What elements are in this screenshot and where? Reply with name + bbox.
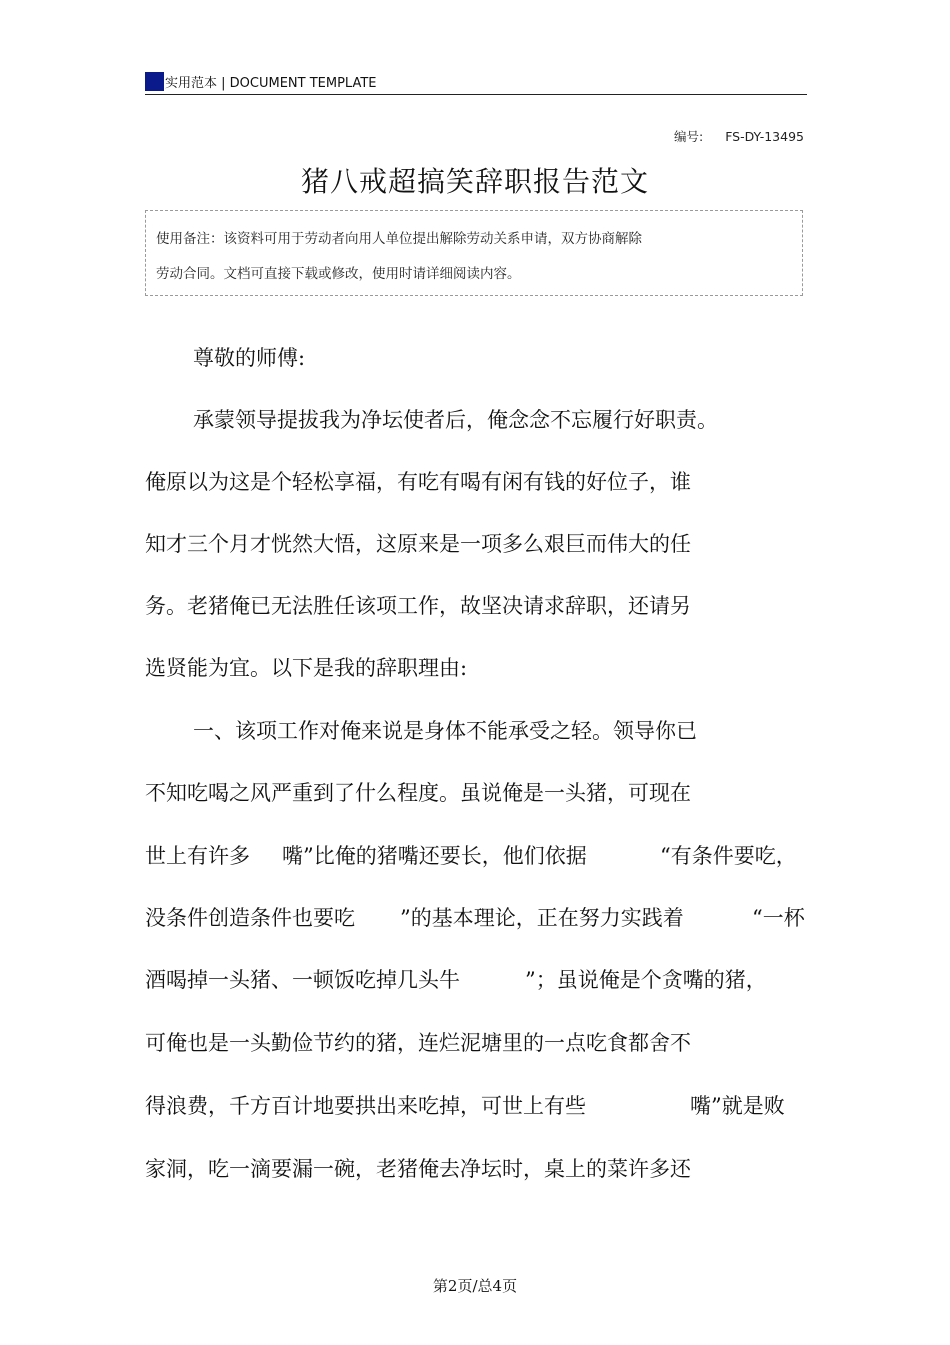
usage-note-box [145,210,803,296]
usage-note-line-2: 劳动合同。文档可直接下载或修改，使用时请详细阅读内容。 [156,266,521,282]
page-header [145,68,807,95]
template-logo-icon [145,72,164,91]
paragraph-line: 不知吃喝之风严重到了什么程度。虽说俺是一头猪，可现在 [145,781,691,805]
page-indicator: 第2页/总4页 [432,1277,518,1295]
document-number [674,127,804,145]
paragraph-line: 选贤能为宜。以下是我的辞职理由: [145,656,468,680]
text-segment: 嘴”就是败 [690,1094,785,1118]
document-number-label: 编号: [674,129,704,144]
text-segment: 世上有许多 [145,844,250,868]
text-segment: “有条件要吃， [660,844,797,868]
text-segment: “一杯 [752,906,805,930]
usage-note-line-1: 使用备注：该资料可用于劳动者向用人单位提出解除劳动关系申请，双方协商解除 [156,231,642,247]
text-segment: 酒喝掉一头猪、一顿饭吃掉几头牛 [145,968,460,992]
paragraph-line: 可俺也是一头勤俭节约的猪，连烂泥塘里的一点吃食都舍不 [145,1031,691,1055]
text-segment: ”；虽说俺是个贪嘴的猪， [525,968,767,992]
paragraph-line: 务。老猪俺已无法胜任该项工作，故坚决请求辞职，还请另 [145,594,691,618]
header-label: 实用范本 | DOCUMENT TEMPLATE [165,76,377,91]
text-segment: 嘴”比俺的猪嘴还要长，他们依据 [282,844,587,868]
document-number-value: FS-DY-13495 [725,129,804,144]
paragraph-line: 家洞，吃一滴要漏一碗，老猪俺去净坛时，桌上的菜许多还 [145,1157,691,1181]
salutation: 尊敬的师傅: [193,346,306,370]
text-segment: ”的基本理论，正在努力实践着 [400,906,684,930]
paragraph-line: 一、该项工作对俺来说是身体不能承受之轻。领导你已 [193,719,697,743]
paragraph-line: 知才三个月才恍然大悟，这原来是一项多么艰巨而伟大的任 [145,532,691,556]
paragraph-line: 承蒙领导提拔我为净坛使者后，俺念念不忘履行好职责。 [193,408,718,432]
text-segment: 得浪费，千方百计地要拱出来吃掉，可世上有些 [145,1094,586,1118]
paragraph-line: 俺原以为这是个轻松享福，有吃有喝有闲有钱的好位子，谁 [145,470,691,494]
document-title: 猪八戒超搞笑辞职报告范文 [300,165,649,198]
text-segment: 没条件创造条件也要吃 [145,906,355,930]
